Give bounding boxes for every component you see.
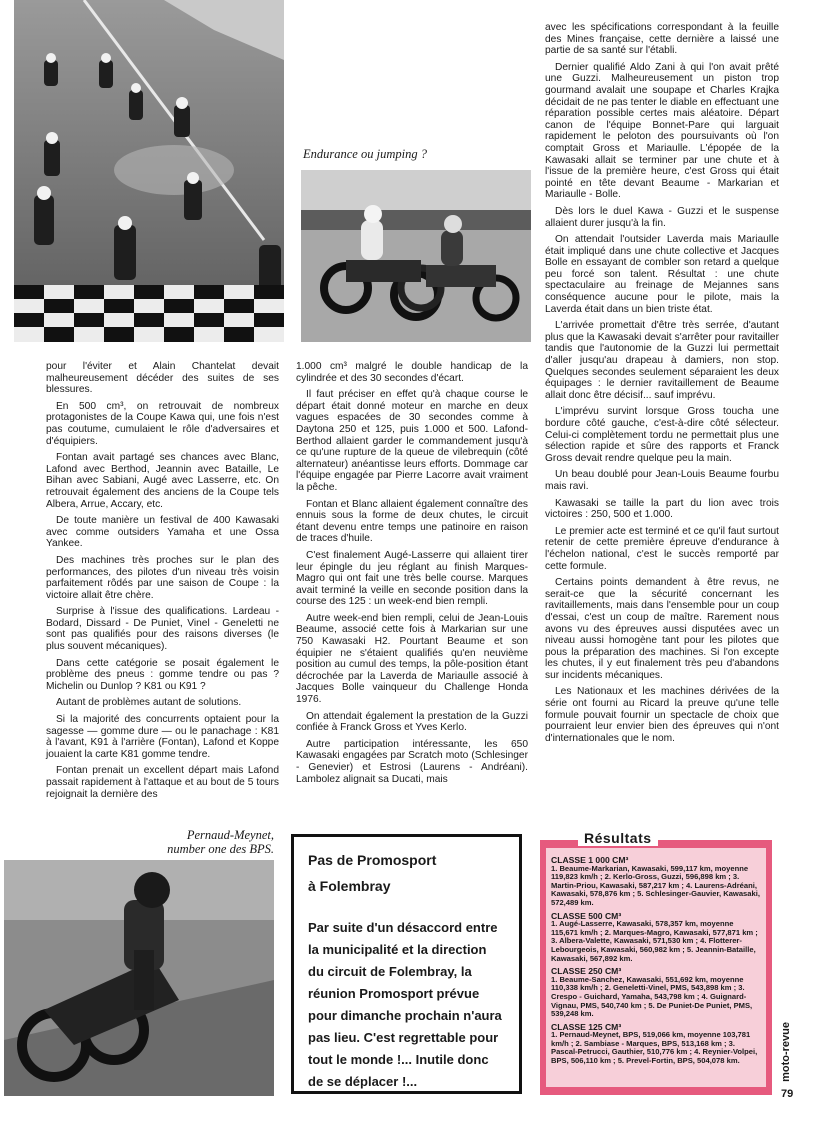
caption-pernaud-line2: number one des BPS. — [167, 842, 274, 856]
result-class-heading: CLASSE 500 CM³ — [551, 910, 622, 921]
col3-paragraph: L'imprévu survint lorsque Gross toucha une bordure côté gauche, c'est-à-dire côté sélecteur. Celui-ci complètement tordu ne permettait plus une sélection rapide et sûre des rapports et Franck Gross devait rendre quelque peu la main. — [545, 406, 779, 464]
race-start-photo — [14, 0, 284, 342]
col1-paragraph: Surprise à l'issue des qualifications. Lardeau - Bodard, Dissard - De Puniet, Vinel - Geneletti ne sont pas qualifiés pour des raisons diverses (le plus souvent mécaniques). — [46, 606, 279, 653]
result-class-heading: CLASSE 1 000 CM³ — [551, 855, 629, 865]
endurance-illustration — [301, 170, 531, 342]
rider-illustration — [4, 860, 274, 1096]
col3-paragraph: Dernier qualifié Aldo Zani à qui l'on avait prêté une Guzzi. Malheureusement un piston trop gourmand avalait une soupape et Charles Krajka décidait de ne pas tenter le diable en effectuant une réparation possible certes mais aléatoire. Départ canon de l'équipe Bonnet-Pare qui larguait rapidement le peloton des poursuivants où l'on comptait Gross et Mariaulle. L'épopée de la Kawasaki allait se terminer par une chute et à l'issue de la première heure, c'est Gross qui était pointé en tête devant Beaume - Markarian et Mariaulle - Bolle. — [545, 61, 779, 201]
col3-paragraph: avec les spécifications correspondant à la feuille des Mines française, cette dernière a laissé une partie de sa santé sur l'établi. — [545, 22, 779, 57]
result-class-text: 1. Augé-Lasserre, Kawasaki, 578,357 km, moyenne 115,671 km/h ; 2. Marques-Magro, Kawasaki, 577,871 km ; 3. Albera-Valette, Kawasaki, 571,530 km ; 4. Flotterer-Lebourgeois, Kawasaki, 560,982 km ; 5. Jeannin-Bataille, Kawasaki, 567,892 km. — [551, 919, 758, 963]
col2-paragraph: On attendait également la prestation de la Guzzi confiée à Franck Gross et Yves Kerlo. — [296, 710, 528, 734]
col1-paragraph: Fontan prenait un excellent départ mais Lafond passait rapidement à l'attaque et au bout de 5 tours rejoignait la dernière des — [46, 765, 279, 800]
page-number: 79 — [781, 1088, 794, 1100]
col3-paragraph: Les Nationaux et les machines dérivées de la série ont fourni au Ricard la preuve qu'une telle formule pouvait fournir un spectacle de choix que pourraient leur envier bien des épreuves qui n'ont d'internationales que le nom. — [545, 686, 779, 744]
col1-paragraph: pour l'éviter et Alain Chantelat devait malheureusement décéder des suites de ses blessures. — [46, 361, 279, 396]
results-box — [540, 840, 772, 1095]
promosport-title-line1: Pas de Promosport — [308, 852, 437, 868]
col3-paragraph: On attendait l'outsider Laverda mais Mariaulle était impliqué dans une chute collective et Jacques Bolle en essayant de combler son retard a quelque peu forcé son talent. Résultat : une chute spectaculaire au freinage de Mejannes sans conséquence aucune pour le pilote, mais la Laverda était dans un bien triste état. — [545, 234, 779, 315]
col2-paragraph: 1.000 cm³ malgré le double handicap de la cylindrée et des 30 secondes d'écart. — [296, 361, 528, 384]
caption-pernaud — [140, 828, 274, 856]
col1-paragraph: Des machines très proches sur le plan des performances, des pilotes d'un niveau très voisin parfaitement rôdés par une saison de Coupe : la victoire allait être chère. — [46, 554, 279, 601]
race-start-illustration — [14, 0, 284, 342]
col2-paragraph: Autre participation intéressante, les 650 Kawasaki engagées par Scratch moto (Schlesinger - Genevier) et Estrosi (Laurens - Andréani). Lambolez alignait sa Ducati, mais — [296, 738, 528, 785]
col3-paragraph: Kawasaki se taille la part du lion avec trois victoires : 250, 500 et 1.000. — [545, 497, 779, 521]
promosport-body: Par suite d'un désaccord entre la municipalité et la direction du circuit de Folembray, la réunion Promosport prévue pour dimanche prochain n'aura pas lieu. C'est regrettable pour tout le monde !... Inutile donc de se déplacer !... — [308, 920, 502, 1089]
results-title: Résultats — [578, 830, 658, 846]
results-list — [546, 848, 766, 1087]
pernaud-photo — [4, 860, 274, 1096]
result-class-heading: CLASSE 125 CM³ — [551, 1021, 622, 1032]
promosport-box — [291, 834, 522, 1094]
col2-paragraph: C'est finalement Augé-Lasserre qui allaient tirer leur épingle du jeu réglant au finish Marques-Magro qui ont fait une très belle course. Marques avait terminé la veille en seconde position dans la course des 125 : un week-end bien rempli. — [296, 549, 528, 608]
article-column-3 — [545, 22, 779, 749]
magazine-name: moto-revue — [780, 1022, 792, 1082]
article-column-1 — [46, 361, 279, 805]
col3-paragraph: Dès lors le duel Kawa - Guzzi et le suspense allaient durer jusqu'à la fin. — [545, 205, 779, 229]
col2-paragraph: Autre week-end bien rempli, celui de Jean-Louis Beaume, associé cette fois à Markarian sur une 750 Kawasaki H2. Pourtant Beaume et son équipier ne s'étaient qualifiés qu'en neuvième position au cumul des temps, la pôle-position étant décrochée par la Laverda de Mariaulle associé à Jacques Bolle vainqueur du Challenge Honda 1976. — [296, 612, 528, 706]
promosport-title-line2: à Folembray — [308, 878, 391, 894]
col2-paragraph: Il faut préciser en effet qu'à chaque course le départ était donné moteur en marche en deux vagues espacées de 30 secondes comme à Daytona 250 et 125, puis 1.000 et 500. Lafond-Berthod allaient garder le commandement jusqu'à ce qu'une rupture de la queue de vilebrequin (côté alternateur) anéantisse leurs efforts. Dommage car l'équipe engagée par Pierre Lacorre avait vraiment la pêche. — [296, 389, 528, 493]
result-class-text: 1. Pernaud-Meynet, BPS, 519,066 km, moyenne 103,781 km/h ; 2. Sambiase - Marques, BPS, 513,168 km ; 3. Pascal-Petrucci, Gauthier, 510,776 km ; 4. Reynier-Volpei, BPS, 506,110 km ; 5. Prevel-Fortin, BPS, 504,078 km. — [551, 1030, 758, 1066]
caption-pernaud-line1: Pernaud-Meynet, — [186, 828, 274, 842]
col1-paragraph: Fontan avait partagé ses chances avec Blanc, Lafond avec Berthod, Jeannin avec Bataille, Le Bihan avec Sabiani, Augé avec Lasserre, etc. On retrouvait également des anciens de la Coupe tels Albera, Arrue, Accary, etc. — [46, 452, 279, 510]
col1-paragraph: Si la majorité des concurrents optaient pour la sagesse — gomme dure — ou le panachage : K81 à l'avant, K91 à l'arrière (Fontan), Lafond et Koppe jouaient la carte K81 gomme tendre. — [46, 714, 279, 760]
caption-endurance: Endurance ou jumping ? — [303, 147, 427, 161]
col3-paragraph: Le premier acte est terminé et ce qu'il faut surtout retenir de cette première épreuve d'endurance à l'échelon national, c'est le succès remporté par cette formule. — [545, 525, 779, 572]
col1-paragraph: De toute manière un festival de 400 Kawasaki avec comme outsiders Yamaha et une Ossa Yankee. — [46, 515, 279, 550]
result-class-heading: CLASSE 250 CM³ — [551, 966, 622, 977]
col3-paragraph: Certains points demandent à être revus, ne serait-ce que la sécurité concernant les ravitaillements, mais dans l'ensemble pour un coup d'essai, c'est un coup de maître. Rarement nous avons vu des épreuves aussi disputées avec un niveau aussi homogène tant pour les pilotes que pous la préparation des machines. Si l'on excepte les chutes, il y eut finalement très peu d'abandons sur incidents mécaniques. — [545, 577, 779, 681]
endurance-photo — [301, 170, 531, 342]
col1-paragraph: Autant de problèmes autant de solutions. — [56, 697, 242, 709]
col1-paragraph: En 500 cm³, on retrouvait de nombreux protagonistes de la Coupe Kawa qui, une fois n'est pas coutume, cumulaient le rôle d'adversaires et d'équipiers. — [46, 400, 279, 447]
col3-paragraph: Un beau doublé pour Jean-Louis Beaume fourbu mais ravi. — [545, 469, 779, 492]
article-column-2 — [296, 361, 528, 790]
col2-paragraph: Fontan et Blanc allaient également connaître des ennuis sous la forme de deux chutes, le circuit étant devenu entre temps une patinoire en raison de traces d'huile. — [296, 498, 528, 545]
result-class-text: 1. Beaume-Sanchez, Kawasaki, 551,692 km, moyenne 110,338 km/h ; 2. Geneletti-Vinel, PMS, 543,898 km ; 3. Crespo - Guichard, Yamaha, 543,798 km ; 4. Guignard-Vignau, PMS, 540,740 km ; 5. De Puniet-De Puniet, PMS, 539,248 km. — [551, 974, 753, 1019]
col3-paragraph: L'arrivée promettait d'être très serrée, d'autant plus que la Kawasaki devait s'arrêter pour ravitailler tandis que l'autonomie de la Guzzi lui permettait d'aller jusqu'au drapeau à damiers, non stop. Quelques secondes seulement séparaient les deux équipages : le dernier ravitaillement de Beaume allait donc être décisif... sauf imprévu. — [545, 320, 779, 401]
col1-paragraph: Dans cette catégorie se posait également le problème des pneus : gomme tendre ou pas ? Michelin ou Dunlop ? K81 ou K91 ? — [46, 657, 279, 692]
result-class-text: 1. Beaume-Markarian, Kawasaki, 599,117 km, moyenne 119,823 km/h ; 2. Kerlo-Gross, Guzzi, 596,898 km ; 3. Martin-Priou, Kawasaki, 587,217 km ; 4. Laurens-Adréani, Kawasaki, 578,876 km ; 5. Schlesinger-Gauvier, Kawasaki, 572,489 km. — [551, 863, 760, 907]
